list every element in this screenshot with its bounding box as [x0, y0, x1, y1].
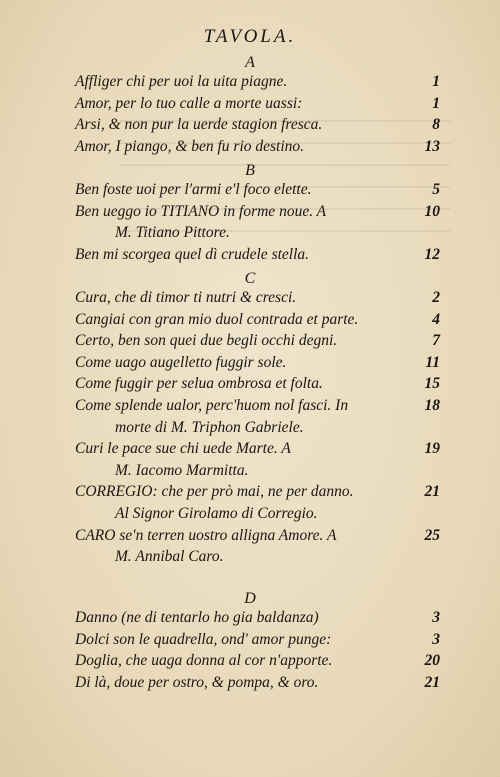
page-number: 10 — [424, 202, 440, 220]
index-entry: Amor, per lo tuo calle a morte uassi: — [75, 94, 303, 112]
page-number: 15 — [424, 375, 440, 393]
page-number: 1 — [432, 73, 440, 90]
page-number: 7 — [432, 332, 440, 350]
page-number: 18 — [424, 397, 440, 414]
page-title: TAVOLA. — [203, 26, 297, 47]
index-entry: Doglia, che uaga donna al cor n'apporte. — [75, 652, 333, 670]
page-number: 1 — [432, 94, 440, 112]
index-entry: Di là, doue per ostro, & pompa, & oro. — [75, 673, 319, 691]
section-letter: C — [244, 270, 256, 287]
index-entry: Come splende ualor, perc'huom nol fasci. In — [75, 397, 349, 414]
index-entry: Come uago augelletto fuggir sole. — [75, 353, 287, 371]
page-number: 8 — [432, 116, 440, 134]
page-number: 12 — [424, 245, 440, 263]
page-number: 20 — [424, 652, 440, 670]
page-number: 5 — [432, 181, 440, 198]
index-entry-continuation: Al Signor Girolamo di Corregio. — [115, 505, 318, 522]
index-entry: Arsi, & non pur la uerde stagion fresca. — [75, 116, 323, 134]
page-number: 19 — [424, 440, 440, 458]
index-entry: Amor, I piango, & ben fu rio destino. — [75, 137, 305, 155]
index-entry-continuation: M. Iacomo Marmitta. — [115, 461, 249, 479]
index-entry-continuation: M. Annibal Caro. — [115, 548, 224, 566]
index-entry: Ben ueggo io TITIANO in forme noue. A — [75, 202, 327, 220]
page-number: 25 — [424, 526, 440, 544]
index-entry-continuation: morte di M. Triphon Gabriele. — [115, 418, 304, 436]
index-entry: CARO se'n terren uostro alligna Amore. A — [75, 526, 337, 544]
page-number: 3 — [432, 630, 440, 648]
index-entry: Ben mi scorgea quel dì crudele stella. — [75, 245, 310, 263]
page-number: 3 — [432, 609, 440, 626]
index-entry: Ben foste uoi per l'armi e'l foco elette. — [75, 181, 312, 198]
index-entry: Certo, ben son quei due begli occhi degni. — [75, 332, 338, 350]
index-entry: Cangiai con gran mio duol contrada et parte. — [75, 310, 359, 328]
index-entry: Dolci son le quadrella, ond' amor punge: — [75, 630, 332, 648]
index-entry: Come fuggir per selua ombrosa et folta. — [75, 375, 323, 393]
page-number: 21 — [424, 673, 440, 691]
section-letter: A — [245, 54, 255, 71]
index-entry: Curi le pace sue chi uede Marte. A — [75, 440, 291, 458]
page-number: 11 — [425, 353, 440, 371]
page-number: 4 — [432, 310, 440, 328]
page-number: 21 — [424, 483, 440, 501]
page-number: 13 — [424, 137, 440, 155]
index-entry: Cura, che di timor ti nutri & cresci. — [75, 289, 297, 306]
index-entry-continuation: M. Titiano Pittore. — [115, 224, 230, 242]
index-entry: Danno (ne di tentarlo ho gia baldanza) — [75, 609, 319, 626]
index-entry: CORREGIO: che per prò mai, ne per danno. — [75, 483, 354, 501]
section-letter: D — [244, 590, 256, 607]
section-letter: B — [245, 162, 255, 179]
index-entry: Affliger chi per uoi la uita piagne. — [75, 73, 288, 90]
page-number: 2 — [432, 289, 440, 306]
